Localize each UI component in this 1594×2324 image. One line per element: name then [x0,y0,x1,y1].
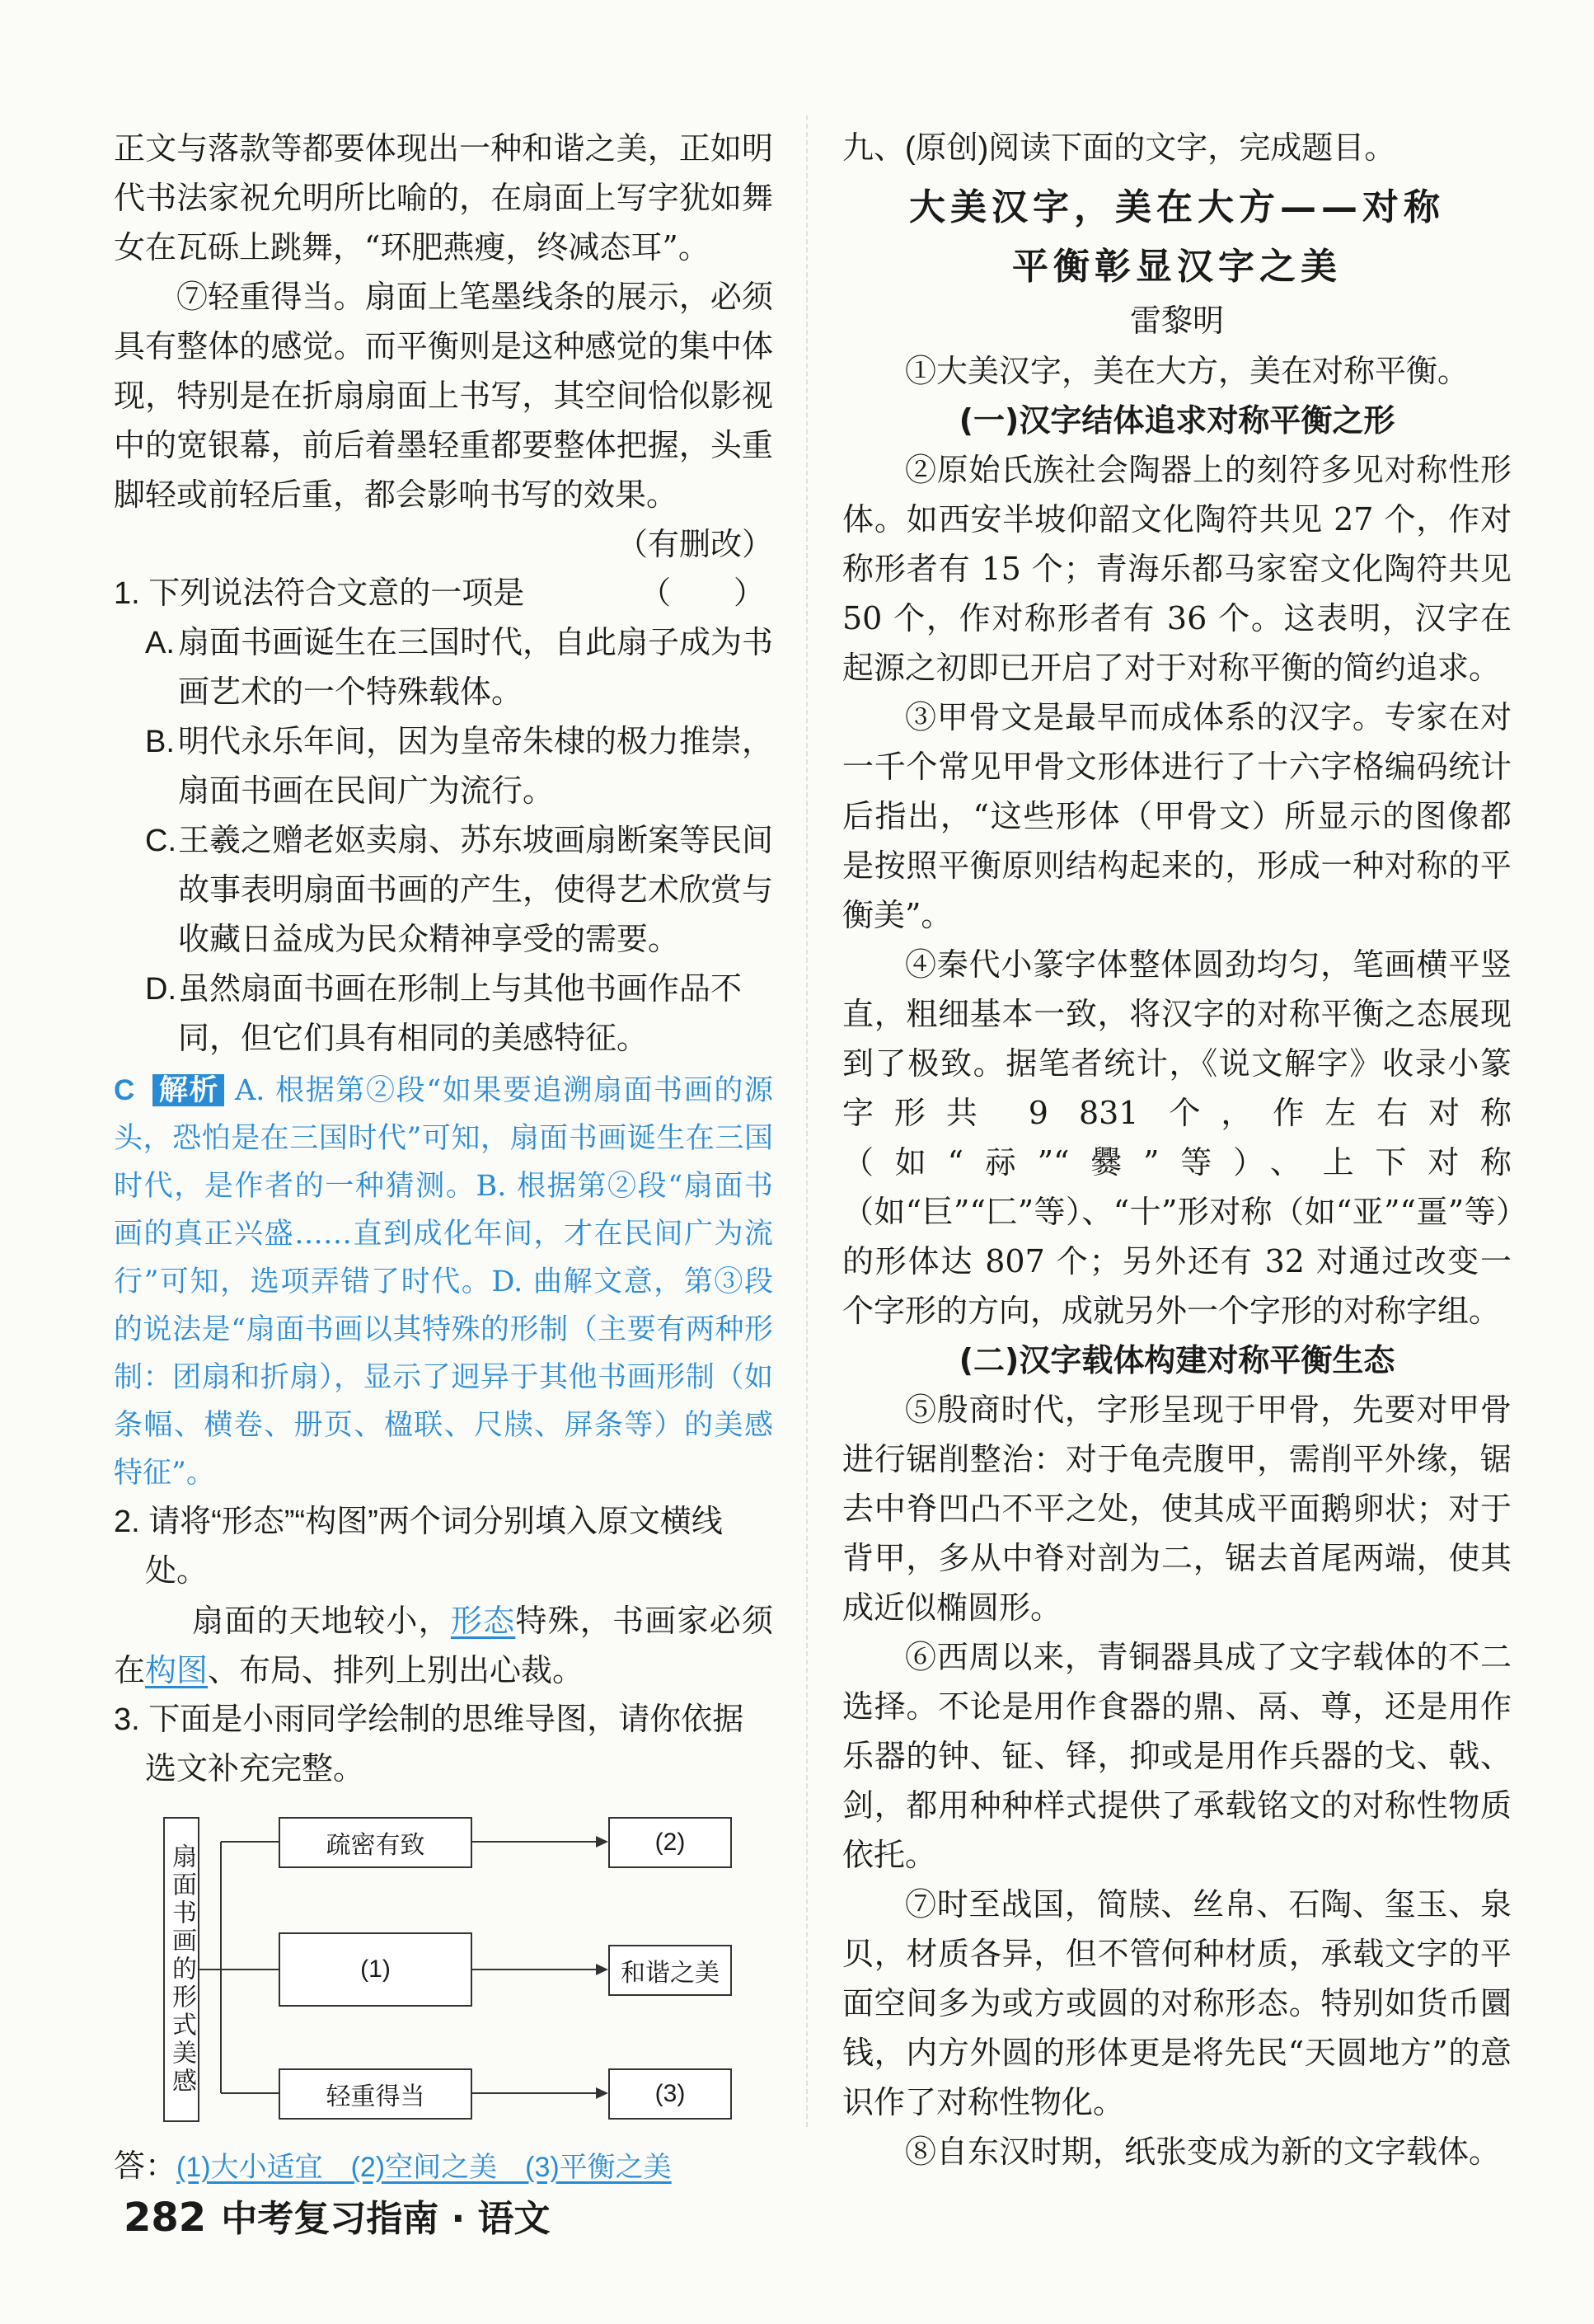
q2-s2: 特殊，书画家必须在 [114,1603,773,1688]
mind-map [114,1809,773,2139]
r-paragraph-4: ④秦代小篆字体整体圆劲均匀，笔画横平竖直，粗细基本一致，将汉字的对称平衡之态展现到了极致。据笔者统计，《说文解字》收录小篆字形共 9 831 个，作左右对称（如“祘”“爨”等）、上下对称（如“巨”“匚”等）、“十”形对称（如“亚”“畺”等）的形体达 807 个；另外还有 32 对通过改变一个字形的方向，成就另外一个字形的对称字组。 [842,946,1512,1329]
q2-s3: 、布局、排列上别出心裁。 [208,1652,584,1688]
r-paragraph-7: ⑦时至战国，简牍、丝帛、石陶、玺玉、泉贝，材质各异，但不管何种材质，承载文字的平面空间多为或方或圆的对称形态。特别如货币圜钱，内方外圆的形体更是将先民“天圆地方”的意识作了对称性物化。 [842,1886,1512,2120]
question-2-sentence [114,1596,773,1695]
mind-map-root: 扇面书画的形式美感 [163,1817,199,2122]
q2-s1: 扇面的天地较小， [192,1603,451,1639]
option-b-letter: B. [145,725,175,759]
right-column [842,124,1512,2176]
book-title: 中考复习指南 · 语文 [221,2198,551,2240]
section-heading: 九、(原创)阅读下面的文字，完成题目。 [842,131,1396,166]
r-paragraph-6: ⑥西周以来，青铜器具成了文字载体的不二选择。不论是用作食器的鼎、鬲、尊，还是用作乐器的钟、钲、铎，抑或是用作兵器的戈、戟、剑，都用种种样式提供了承载铭文的对称性物质依托。 [842,1639,1512,1873]
explain-tag: 解析 [152,1074,224,1106]
option-b [114,717,773,816]
left-column [114,124,773,2192]
subsection-2: (二)汉字载体构建对称平衡生态 [959,1342,1395,1378]
r-paragraph-8: ⑧自东汉时期，纸张变成为新的文字载体。 [905,2134,1501,2170]
question-3-answer [114,2142,773,2192]
mind-map-node-1: 疏密有致 [279,1817,472,1868]
mind-map-node-2-result: 和谐之美 [608,1945,732,1996]
paragraph-7: ⑦轻重得当。扇面上笔墨线条的展示，必须具有整体的感觉。而平衡则是这种感觉的集中体现，特别是在折扇扇面上书写，其空间恰似影视中的宽银幕，前后着墨轻重都要整体把握，头重脚轻或前轻后重，都会影响书写的效果。 [114,279,773,513]
option-a [114,618,773,717]
mind-map-node-1-result: (2) [608,1817,732,1868]
subsection-1: (一)汉字结体追求对称平衡之形 [959,402,1395,439]
option-a-letter: A. [145,626,175,660]
page-number: 282 [124,2195,207,2241]
column-divider [806,115,808,2127]
question-3: 3. 下面是小雨同学绘制的思维导图，请你依据选文补充完整。 [114,1702,744,1786]
answer-text: (1)大小适宜 (2)空间之美 (3)平衡之美 [176,2152,672,2183]
question-1-stem: 1. 下列说法符合文意的一项是 [114,576,525,611]
question-1 [114,569,773,618]
mind-map-node-3: 轻重得当 [279,2068,472,2120]
option-c-letter: C. [145,824,176,858]
fill-blank-2: 构图 [145,1652,209,1688]
answer-paren: （ ） [639,576,765,611]
mind-map-node-3-result: (3) [608,2068,732,2120]
option-c [114,816,773,965]
page-footer [124,2189,551,2242]
question-2: 2. 请将“形态”“构图”两个词分别填入原文横线处。 [114,1505,723,1589]
fill-blank-1: 形态 [450,1603,516,1639]
r-paragraph-1: ①大美汉字，美在大方，美在对称平衡。 [905,353,1470,389]
option-d-letter: D. [145,972,176,1007]
paragraph-intro: 正文与落款等都要体现出一种和谐之美，正如明代书法家祝允明所比喻的，在扇面上写字犹如舞女在瓦砾上跳舞，“环肥燕瘦，终减态耳”。 [114,130,773,265]
answer-letter: C [114,1074,135,1106]
answer-label: 答： [114,2149,177,2184]
option-c-text: 王羲之赠老妪卖扇、苏东坡画扇断案等民间故事表明扇面书画的产生，使得艺术欣赏与收藏日益成为民众精神享受的需要。 [178,824,774,957]
explanation-text: A. 根据第②段“如果要追溯扇面书画的源头，恐怕是在三国时代”可知，扇面书画诞生在三国时代，是作者的一种猜测。B. 根据第②段“扇面书画的真正兴盛……直到成化年间，才在民间广为流行”可知，选项弄错了时代。D. 曲解文意，第③段的说法是“扇面书画以其特殊的形制（主要有两种形制：团扇和折扇），显示了迥异于其他书画形制（如条幅、横卷、册页、楹联、尺牍、屏条等）的美感特征”。 [114,1074,773,1490]
author: 雷黎明 [1129,304,1224,339]
article-title-line-1: 大美汉字，美在大方——对称 [909,186,1445,228]
option-a-text: 扇面书画诞生在三国时代，自此扇子成为书画艺术的一个特殊载体。 [178,626,774,710]
article-title-line-2: 平衡彰显汉字之美 [1012,246,1342,288]
r-paragraph-3: ③甲骨文是最早而成体系的汉字。专家在对一千个常见甲骨文形体进行了十六字格编码统计后指出，“这些形体（甲骨文）所显示的图像都是按照平衡原则结构起来的，形成一种对称的平衡美”。 [842,699,1512,933]
mind-map-node-2: (1) [279,1932,472,2007]
edit-note: （有删改） [616,526,773,562]
r-paragraph-5: ⑤殷商时代，字形呈现于甲骨，先要对甲骨进行锯削整治：对于龟壳腹甲，需削平外缘，锯去中脊凹凸不平之处，使其成平面鹅卵状；对于背甲，多从中脊对剖为二，锯去首尾两端，使其成近似椭圆形。 [842,1392,1512,1626]
explanation [114,1067,773,1497]
option-d [114,965,773,1063]
option-d-text: 虽然扇面书画在形制上与其他书画作品不同，但它们具有相同的美感特征。 [178,972,743,1056]
option-b-text: 明代永乐年间，因为皇帝朱棣的极力推崇，扇面书画在民间广为流行。 [178,725,774,809]
r-paragraph-2: ②原始氏族社会陶器上的刻符多见对称性形体。如西安半坡仰韶文化陶符共见 27 个，作对称形者有 15 个；青海乐都马家窑文化陶符共见 50 个，作对称形者有 36 个。这表明，汉字在起源之初即已开启了对于对称平衡的简约追求。 [842,452,1512,686]
